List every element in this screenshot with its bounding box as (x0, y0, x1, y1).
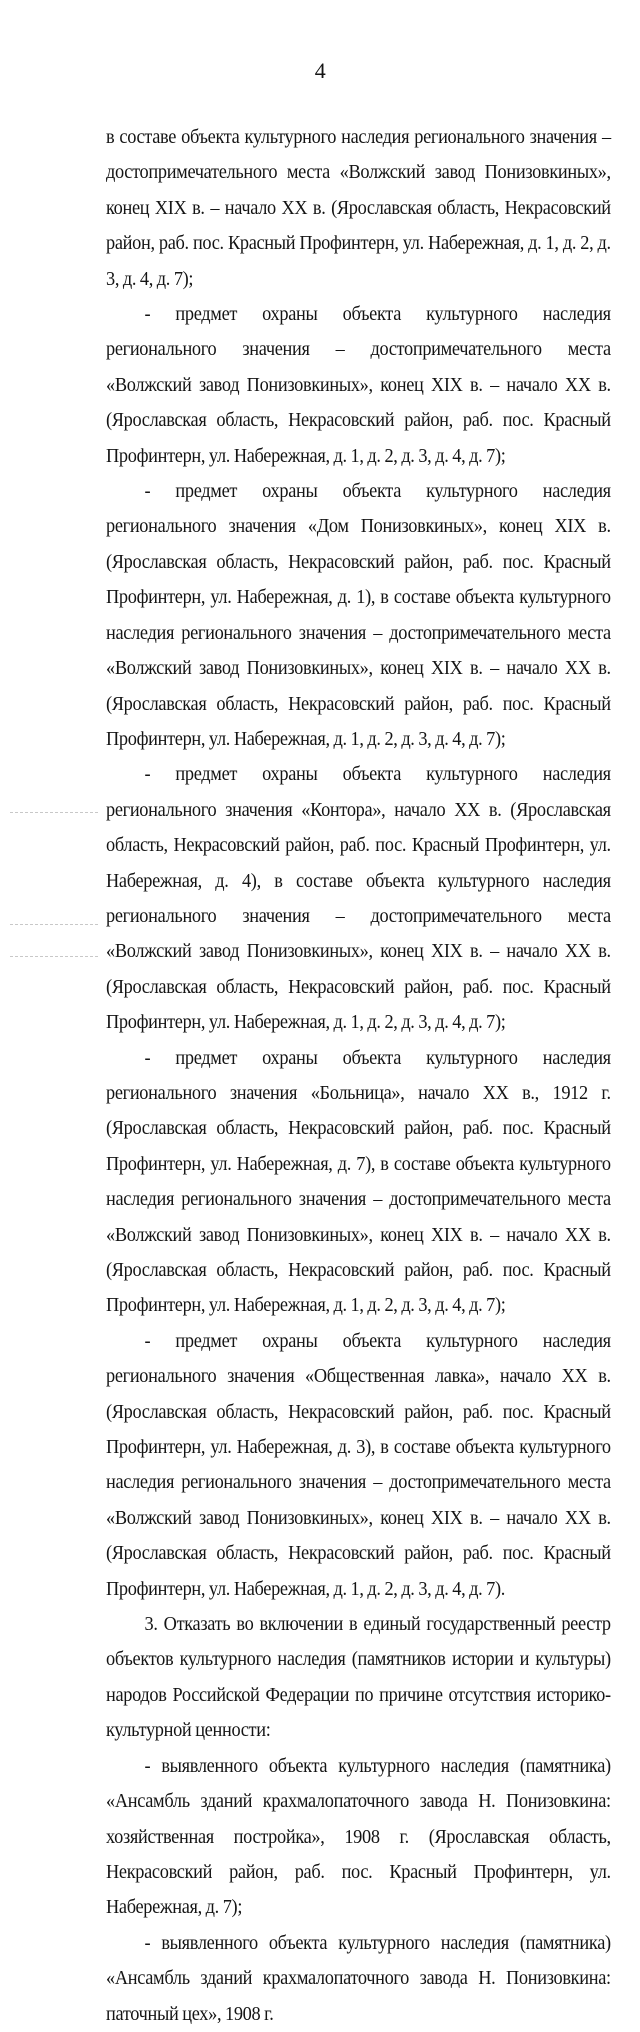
paragraph-item: - выявленного объекта культурного наследия (памятника) «Ансамбль зданий крахмалопаточного завода Н. Понизовкина: хозяйственная постройка», 1908 г. (Ярославская область, Некрасовский район, раб. пос. Красный Профинтерн, ул. Набережная, д. 7); (106, 1755, 611, 1919)
paragraph-item: - предмет охраны объекта культурного наследия регионального значения «Дом Понизовкиных», конец XIX в. (Ярославская область, Некрасовский район, раб. пос. Красный Профинтерн, ул. Набережная, д. 1), в составе объекта культурного наследия регионального значения – достопримечательного места «Волжский завод Понизовкиных», конец XIX в. – начало XX в. (Ярославская область, Некрасовский район, раб. пос. Красный Профинтерн, ул. Набережная, д. 1, д. 2, д. 3, д. 4, д. 7); (106, 481, 611, 750)
paragraph-continuation: в составе объекта культурного наследия регионального значения – достопримечательного места «Волжский завод Понизовкиных», конец XIX в. – начало XX в. (Ярославская область, Некрасовский район, раб. пос. Красный Профинтерн, ул. Набережная, д. 1, д. 2, д. 3, д. 4, д. 7); (106, 127, 611, 290)
document-body (106, 120, 611, 2032)
paragraph-item: - предмет охраны объекта культурного наследия регионального значения «Общественная лавка», начало XX в. (Ярославская область, Некрасовский район, раб. пос. Красный Профинтерн, ул. Набережная, д. 3), в составе объекта культурного наследия регионального значения – достопримечательного места «Волжский завод Понизовкиных», конец XIX в. – начало XX в. (Ярославская область, Некрасовский район, раб. пос. Красный Профинтерн, ул. Набережная, д. 1, д. 2, д. 3, д. 4, д. 7). (106, 1330, 611, 1600)
scan-artifact-line (10, 956, 98, 957)
paragraph-item: - предмет охраны объекта культурного наследия регионального значения «Больница», начало XX в., 1912 г. (Ярославская область, Некрасовский район, раб. пос. Красный Профинтерн, ул. Набережная, д. 7), в составе объекта культурного наследия регионального значения – достопримечательного места «Волжский завод Понизовкиных», конец XIX в. – начало XX в. (Ярославская область, Некрасовский район, раб. пос. Красный Профинтерн, ул. Набережная, д. 1, д. 2, д. 3, д. 4, д. 7); (106, 1047, 611, 1317)
paragraph-numbered-clause: 3. Отказать во включении в единый государственный реестр объектов культурного наследия (памятников истории и культуры) народов Российской Федерации по причине отсутствия историко-культурной ценности: (106, 1614, 611, 1742)
scan-artifact-line (10, 812, 98, 813)
page-number: 4 (314, 58, 326, 83)
paragraph-item: - предмет охраны объекта культурного наследия регионального значения – достопримечательного места «Волжский завод Понизовкиных», конец XIX в. – начало XX в. (Ярославская область, Некрасовский район, раб. пос. Красный Профинтерн, ул. Набережная, д. 1, д. 2, д. 3, д. 4, д. 7); (106, 304, 611, 467)
paragraph-item: - предмет охраны объекта культурного наследия регионального значения «Контора», начало XX в. (Ярославская область, Некрасовский район, раб. пос. Красный Профинтерн, ул. Набережная, д. 4), в составе объекта культурного наследия регионального значения – достопримечательного места «Волжский завод Понизовкиных», конец XIX в. – начало XX в. (Ярославская область, Некрасовский район, раб. пос. Красный Профинтерн, ул. Набережная, д. 1, д. 2, д. 3, д. 4, д. 7); (106, 764, 611, 1034)
paragraph-item: - выявленного объекта культурного наследия (памятника) «Ансамбль зданий крахмалопаточного завода Н. Понизовкина: паточный цех», 1908 г. (106, 1932, 611, 2025)
scan-artifact-line (10, 924, 98, 925)
